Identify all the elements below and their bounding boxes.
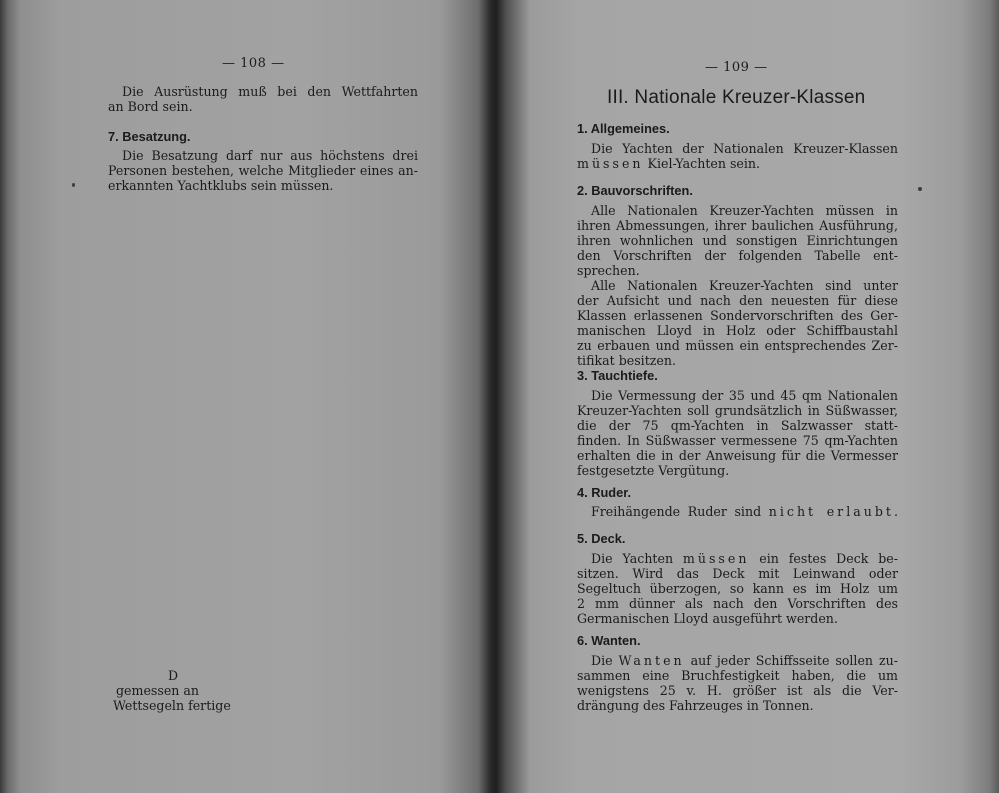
section-heading-ruder: 4. Ruder.	[577, 485, 632, 500]
text-line: ihren Abmessungen, ihrer baulichen Ausführung,	[577, 218, 898, 233]
page-number-left: — 108 —	[222, 56, 285, 71]
text-line: Die Besatzung darf nur aus höchstens drei	[122, 148, 418, 163]
text-line: tifikat besitzen.	[577, 353, 676, 368]
intro-paragraph	[108, 84, 418, 114]
section-body-wanten	[577, 653, 898, 713]
page-number-right: — 109 —	[705, 60, 768, 75]
section-body-allgemeines	[577, 141, 898, 171]
section-body-tauchtiefe	[577, 388, 898, 478]
text-line: die der 75 qm-Yachten in Salzwasser statt-	[577, 418, 898, 433]
paper-spot	[918, 187, 922, 191]
text-line: Segeltuch überzogen, so kann es im Holz um	[577, 581, 898, 596]
text-line: erkannten Yachtklubs sein müssen.	[108, 178, 334, 193]
text-line: Klassen erlassenen Sondervorschriften des Ger-	[577, 308, 898, 323]
text-line: Personen bestehen, welche Mitglieder eines an-	[108, 163, 418, 178]
show-through-fragment	[113, 668, 231, 713]
text-line: Die Yachten müssen ein festes Deck be-	[591, 551, 898, 566]
section-body-deck	[577, 551, 898, 626]
text-line: an Bord sein.	[108, 99, 193, 114]
fragment-line: Wettsegeln fertige	[113, 698, 231, 713]
chapter-title: III. Nationale Kreuzer-Klassen	[607, 87, 866, 108]
section-heading-bauvorschriften: 2. Bauvorschriften.	[577, 183, 693, 198]
text-line: erhalten die in der Anweisung für die Vermesser	[577, 448, 898, 463]
text-line: Die Wanten auf jeder Schiffsseite sollen zu-	[591, 653, 898, 668]
text-line: wenigstens 25 v. H. größer ist als die Ver-	[577, 683, 898, 698]
paper-spot	[72, 183, 75, 187]
text-line: den Vorschriften der folgenden Tabelle ent-	[577, 248, 898, 263]
text-line: festgesetzte Vergütung.	[577, 463, 730, 478]
text-line: Die Ausrüstung muß bei den Wettfahrten	[122, 84, 418, 99]
section-heading-wanten: 6. Wanten.	[577, 633, 641, 648]
section-heading-tauchtiefe: 3. Tauchtiefe.	[577, 368, 658, 383]
text-line: Die Vermessung der 35 und 45 qm Nationalen	[591, 388, 898, 403]
section-body-bauvorschriften	[577, 203, 898, 368]
text-line: sitzen. Wird das Deck mit Leinwand oder	[577, 566, 898, 581]
section-heading-allgemeines: 1. Allgemeines.	[577, 121, 670, 136]
text-line: müssen Kiel-Yachten sein.	[577, 156, 761, 171]
text-line: Germanischen Lloyd ausgeführt werden.	[577, 611, 838, 626]
section-body-ruder	[577, 504, 898, 519]
text-line: Kreuzer-Yachten soll grundsätzlich in Süßwasser,	[577, 403, 898, 418]
fragment-line: D	[168, 668, 179, 683]
text-line: der Aufsicht und nach den neuesten für diese	[577, 293, 898, 308]
right-page	[500, 0, 999, 793]
text-line: ihren wohnlichen und sonstigen Einrichtungen	[577, 233, 898, 248]
section-body-besatzung	[108, 148, 418, 193]
text-line: Alle Nationalen Kreuzer-Yachten sind unter	[591, 278, 898, 293]
fragment-line: gemessen an	[116, 683, 200, 698]
section-heading-besatzung: 7. Besatzung.	[108, 129, 191, 144]
text-line: Die Yachten der Nationalen Kreuzer-Klassen	[591, 141, 898, 156]
text-line: sprechen.	[577, 263, 640, 278]
text-line: Freihängende Ruder sind nicht erlaubt.	[591, 504, 898, 519]
text-line: manischen Lloyd in Holz oder Schiffbaustahl	[577, 323, 898, 338]
left-page	[0, 0, 488, 793]
text-line: finden. In Süßwasser vermessene 75 qm-Yachten	[577, 433, 898, 448]
text-line: sammen eine Bruchfestigkeit haben, die um	[577, 668, 898, 683]
text-line: Alle Nationalen Kreuzer-Yachten müssen in	[591, 203, 898, 218]
text-line: 2 mm dünner als nach den Vorschriften des	[577, 596, 898, 611]
text-line: zu erbauen und müssen ein entsprechendes Zer-	[577, 338, 898, 353]
text-line: drängung des Fahrzeuges in Tonnen.	[577, 698, 814, 713]
section-heading-deck: 5. Deck.	[577, 531, 626, 546]
